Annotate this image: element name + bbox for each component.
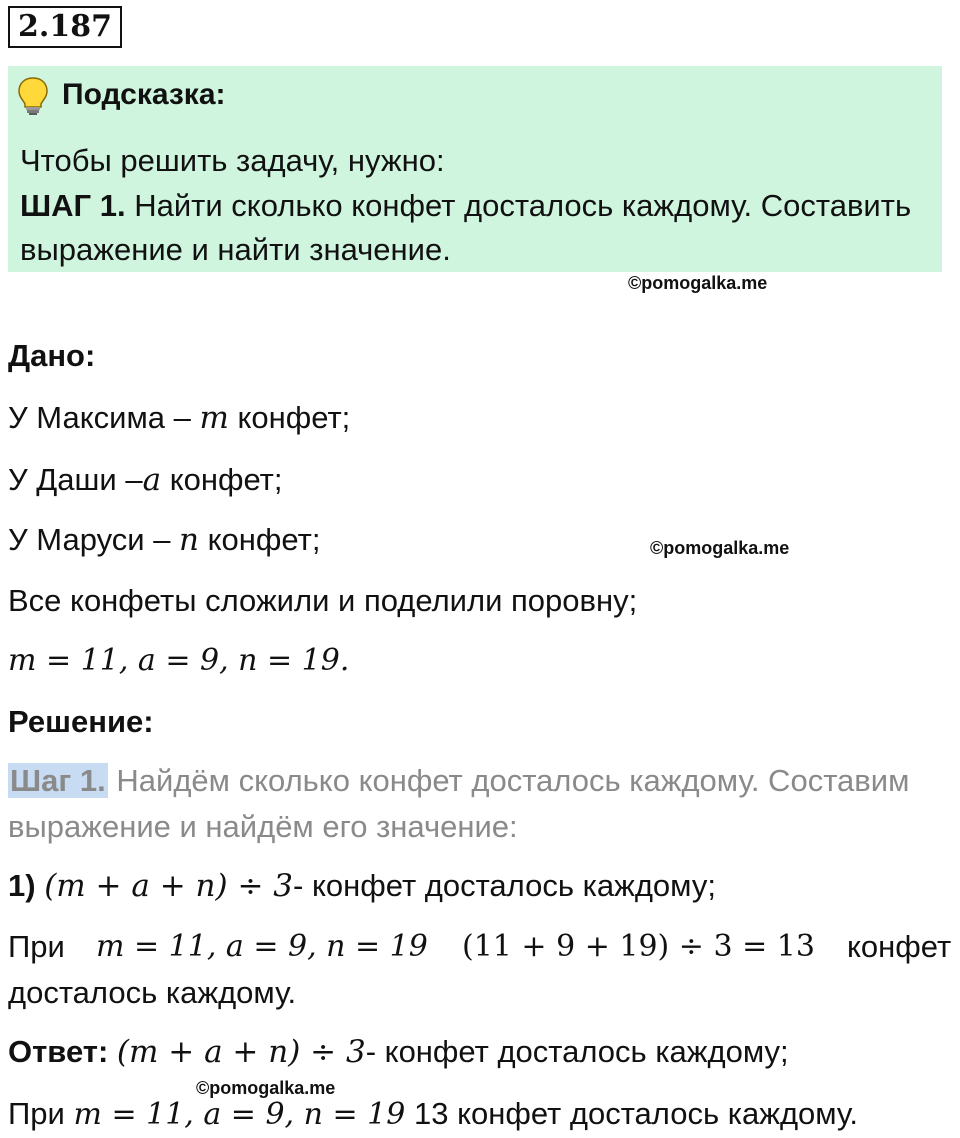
solution-expression-suffix: - конфет досталось каждому;	[293, 868, 716, 903]
answer-result-line	[8, 1096, 858, 1132]
given-dasha-pre: У Даши –	[8, 462, 143, 497]
given-marusya	[8, 522, 320, 558]
answer-at-word: При	[8, 1096, 65, 1131]
given-title: Дано:	[8, 338, 96, 373]
answer-result: 13 конфет досталось каждому.	[413, 1096, 858, 1131]
given-marusya-pre: У Маруси –	[8, 522, 180, 557]
watermark: ©pomogalka.me	[628, 273, 768, 293]
solution-calc-line-2: досталось каждому.	[8, 975, 297, 1010]
var-a: a	[142, 462, 162, 498]
hint-step-line	[20, 188, 911, 224]
hint-intro: Чтобы решить задачу, нужно:	[20, 143, 445, 178]
item-number: 1)	[8, 868, 36, 903]
solution-title: Решение:	[8, 704, 154, 739]
var-m: m	[199, 400, 229, 436]
solution-step-label: Шаг 1.	[10, 763, 106, 798]
watermark: ©pomogalka.me	[196, 1078, 336, 1098]
hint-step-text: Найти сколько конфет досталось каждому. Составить	[125, 188, 912, 223]
watermark: ©pomogalka.me	[650, 538, 790, 558]
lightbulb-icon	[16, 76, 50, 116]
solution-calc-suffix: конфет	[847, 929, 952, 964]
hint-step-label: ШАГ 1.	[20, 188, 126, 223]
given-maxim	[8, 400, 350, 436]
given-maxim-pre: У Максима –	[8, 400, 200, 435]
hint-step-text-2: выражение и найти значение.	[20, 232, 451, 267]
answer-at-values: m = 11, a = 9, n = 19	[73, 1097, 406, 1132]
given-dasha-post: конфет;	[161, 462, 283, 497]
given-values: m = 11, a = 9, n = 19.	[8, 643, 350, 678]
solution-step-line	[8, 763, 909, 799]
answer-expression-suffix: - конфет досталось каждому;	[365, 1034, 789, 1069]
solution-step-text: Найдём сколько конфет досталось каждому. Составим	[107, 763, 910, 798]
solution-calculation: (11 + 9 + 19) ÷ 3 = 13	[462, 929, 815, 964]
task-number: 2.187	[8, 6, 122, 48]
hint-title: Подсказка:	[62, 78, 226, 111]
given-statement: Все конфеты сложили и поделили поровну;	[8, 583, 638, 618]
solution-at-word: При	[8, 929, 65, 964]
answer-expression: (m + a + n) ÷ 3	[116, 1034, 366, 1070]
answer-label: Ответ:	[8, 1034, 109, 1069]
given-marusya-post: конфет;	[199, 522, 321, 557]
given-dasha	[8, 462, 283, 498]
solution-step-text-2: выражение и найдём его значение:	[8, 809, 518, 844]
var-n: n	[179, 522, 200, 558]
solution-item-1	[8, 868, 716, 904]
solution-at-values: m = 11, a = 9, n = 19	[96, 929, 428, 964]
given-maxim-post: конфет;	[228, 400, 351, 435]
answer-line	[8, 1034, 789, 1070]
solution-expression: (m + a + n) ÷ 3	[44, 868, 294, 904]
